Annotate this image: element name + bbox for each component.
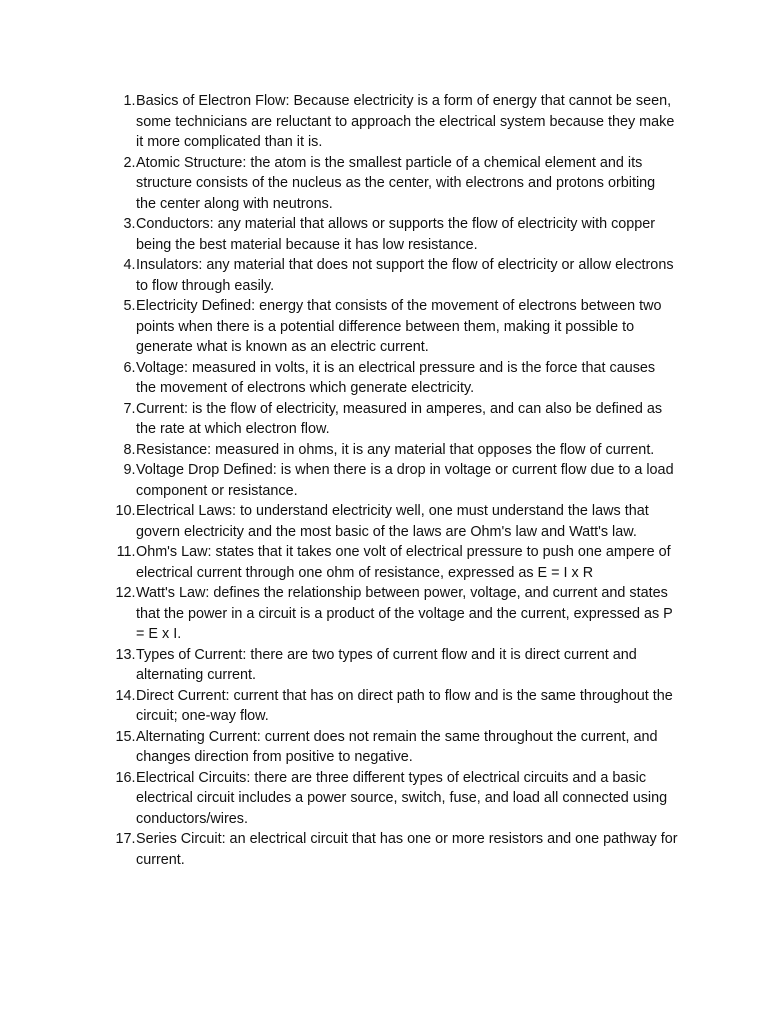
list-item bbox=[108, 255, 678, 296]
list-item bbox=[108, 296, 678, 358]
list-item-text: Resistance: measured in ohms, it is any material that opposes the flow of current. bbox=[136, 441, 655, 458]
list-item-text: Watt's Law: defines the relationship between power, voltage, and current and states that the power in a circuit is a product of the voltage and the current, expressed as P = E x I. bbox=[136, 585, 673, 642]
list-item-number: 8. bbox=[123, 441, 136, 458]
list-item-text: Voltage: measured in volts, it is an electrical pressure and is the force that causes the movement of electrons which generate electricity. bbox=[136, 359, 656, 396]
list-item-text: Alternating Current: current does not remain the same throughout the current, and changes direction from positive to negative. bbox=[136, 728, 658, 765]
list-item bbox=[108, 686, 678, 727]
list-item bbox=[108, 501, 678, 542]
list-item-number: 1. bbox=[123, 93, 136, 109]
list-item-number: 16. bbox=[115, 769, 136, 786]
list-item-text: Insulators: any material that does not support the flow of electricity or allow electrons to flow through easily. bbox=[136, 257, 674, 294]
list-item-text: Atomic Structure: the atom is the smallest particle of a chemical element and its structure consists of the nucleus as the center, with electrons and protons orbiting the center along with neutrons. bbox=[136, 154, 656, 212]
list-item bbox=[108, 768, 678, 830]
list-item-text: Electrical Circuits: there are three different types of electrical circuits and a basic electrical circuit includes a power source, switch, fuse, and load all connected using conductors/wires. bbox=[136, 769, 668, 827]
list-item-number: 15. bbox=[115, 728, 136, 745]
list-item-number: 13. bbox=[115, 646, 136, 663]
list-item-number: 14. bbox=[115, 687, 136, 704]
list-item-number: 4. bbox=[123, 257, 136, 273]
list-item-text: Conductors: any material that allows or supports the flow of electricity with copper being the best material because it has low resistance. bbox=[136, 216, 656, 253]
list-item-number: 12. bbox=[115, 585, 136, 601]
list-item bbox=[108, 542, 678, 583]
list-item bbox=[108, 214, 678, 255]
list-item-number: 11. bbox=[116, 544, 136, 560]
list-item-text: Electrical Laws: to understand electricity well, one must understand the laws that govern electricity and the most basic of the laws are Ohm's law and Watt's law. bbox=[136, 503, 649, 540]
list-item-number: 2. bbox=[123, 154, 136, 171]
list-item-text: Voltage Drop Defined: is when there is a drop in voltage or current flow due to a load component or resistance. bbox=[136, 462, 674, 499]
list-item-text: Series Circuit: an electrical circuit that has one or more resistors and one pathway for current. bbox=[136, 831, 678, 868]
list-item bbox=[108, 91, 678, 153]
list-item-number: 10. bbox=[115, 503, 136, 519]
list-item bbox=[108, 645, 678, 686]
list-item bbox=[108, 358, 678, 399]
list-item-text: Electricity Defined: energy that consists of the movement of electrons between two points when there is a potential difference between them, making it possible to generate what is known as an electric current. bbox=[136, 298, 662, 355]
numbered-list bbox=[108, 91, 678, 870]
list-item bbox=[108, 399, 678, 440]
list-item bbox=[108, 440, 678, 461]
list-item-text: Current: is the flow of electricity, measured in amperes, and can also be defined as the rate at which electron flow. bbox=[136, 400, 663, 437]
list-item bbox=[108, 460, 678, 501]
list-item-number: 7. bbox=[123, 400, 136, 417]
list-item-number: 6. bbox=[123, 359, 136, 376]
list-item-number: 17. bbox=[115, 831, 136, 847]
list-item bbox=[108, 727, 678, 768]
list-item-text: Basics of Electron Flow: Because electricity is a form of energy that cannot be seen, some technicians are reluctant to approach the electrical system because they make it more complicated than it is. bbox=[136, 93, 675, 150]
list-item-number: 5. bbox=[123, 298, 136, 314]
list-item-text: Types of Current: there are two types of current flow and it is direct current and alternating current. bbox=[136, 646, 637, 683]
list-item-text: Ohm's Law: states that it takes one volt of electrical pressure to push one ampere of electrical current through one ohm of resistance, expressed as E = I x R bbox=[136, 544, 671, 581]
list-item-number: 3. bbox=[123, 216, 136, 232]
list-item bbox=[108, 583, 678, 645]
list-item bbox=[108, 153, 678, 215]
list-item-text: Direct Current: current that has on direct path to flow and is the same throughout the circuit; one-way flow. bbox=[136, 687, 673, 724]
list-item-number: 9. bbox=[123, 462, 136, 478]
list-item bbox=[108, 829, 678, 870]
